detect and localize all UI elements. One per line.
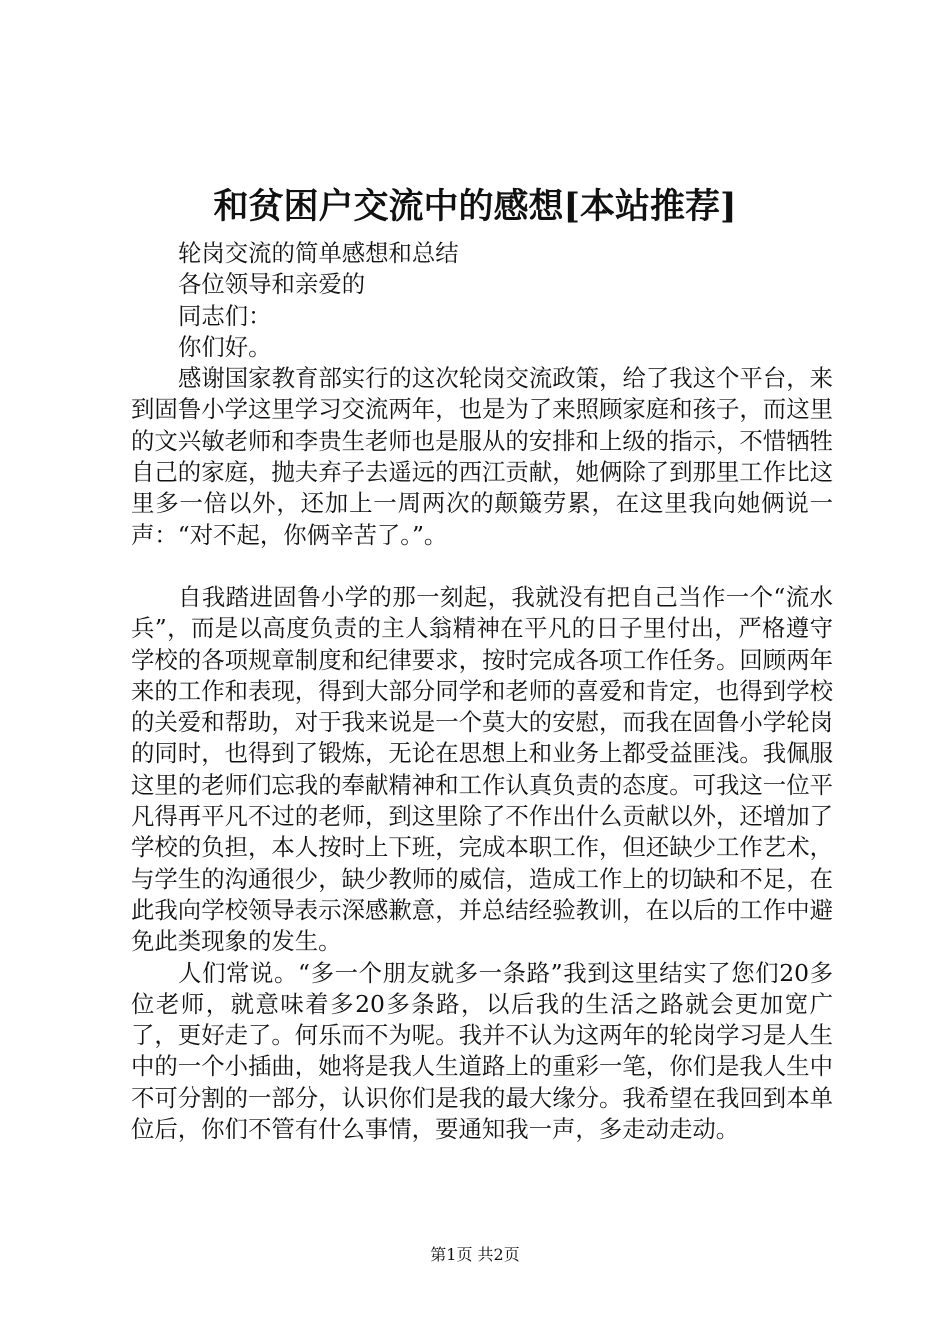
document-body xyxy=(131,238,833,1145)
document-title: 和贫困户交流中的感想[本站推荐] xyxy=(213,186,737,227)
intro-line-subtitle: 轮岗交流的简单感想和总结 xyxy=(178,239,459,267)
paragraph-thanks: 感谢国家教育部实行的这次轮岗交流政策，给了我这个平台，来到固鲁小学这里学习交流两年，也是为了来照顾家庭和孩子，而这里的文兴敏老师和李贵生老师也是服从的安排和上级的指示，不惜牺牲自己的家庭，抛夫弃子去遥远的西江贡献，她俩除了到那里工作比这里多一倍以外，还加上一周两次的颠簸劳累，在这里我向她俩说一声：“对不起，你俩辛苦了。”。 xyxy=(131,364,833,549)
intro-line-greeting: 你们好。 xyxy=(178,332,272,361)
paragraph-friendship: 人们常说。“多一个朋友就多一条路”我到这里结实了您们20多位老师，就意味着多20多条路，以后我的生活之路就会更加宽广了，更好走了。何乐而不为呢。我并不认为这两年的轮岗学习是人生中的一个小插曲，她将是我人生道路上的重彩一笔，你们是我人生中不可分割的一部分，认识你们是我的最大缘分。我希望在我回到本单位后，你们不管有什么事情，要通知我一声，多走动走动。 xyxy=(131,958,833,1144)
intro-line-comrades: 同志们： xyxy=(178,301,272,330)
paragraph-spacer xyxy=(131,551,833,582)
paragraph-reflection: 自我踏进固鲁小学的那一刻起，我就没有把自己当作一个“流水兵”，而是以高度负责的主人翁精神在平凡的日子里付出，严格遵守学校的各项规章制度和纪律要求，按时完成各项工作任务。回顾两年来的工作和表现，得到大部分同学和老师的喜爱和肯定，也得到学校的关爱和帮助，对于我来说是一个莫大的安慰，而我在固鲁小学轮岗的同时，也得到了锻炼，无论在思想上和业务上都受益匪浅。我佩服这里的老师们忘我的奉献精神和工作认真负责的态度。可我这一位平凡得再平凡不过的老师，到这里除了不作出什么贡献以外，还增加了学校的负担，本人按时上下班，完成本职工作，但还缺少工作艺术，与学生的沟通很少，缺少教师的威信，造成工作上的切缺和不足，在此我向学校领导表示深感歉意，并总结经验教训，在以后的工作中避免此类现象的发生。 xyxy=(131,582,833,956)
intro-line-salutation: 各位领导和亲爱的 xyxy=(178,270,366,299)
page-number-footer: 第1页 共2页 xyxy=(430,1245,520,1264)
